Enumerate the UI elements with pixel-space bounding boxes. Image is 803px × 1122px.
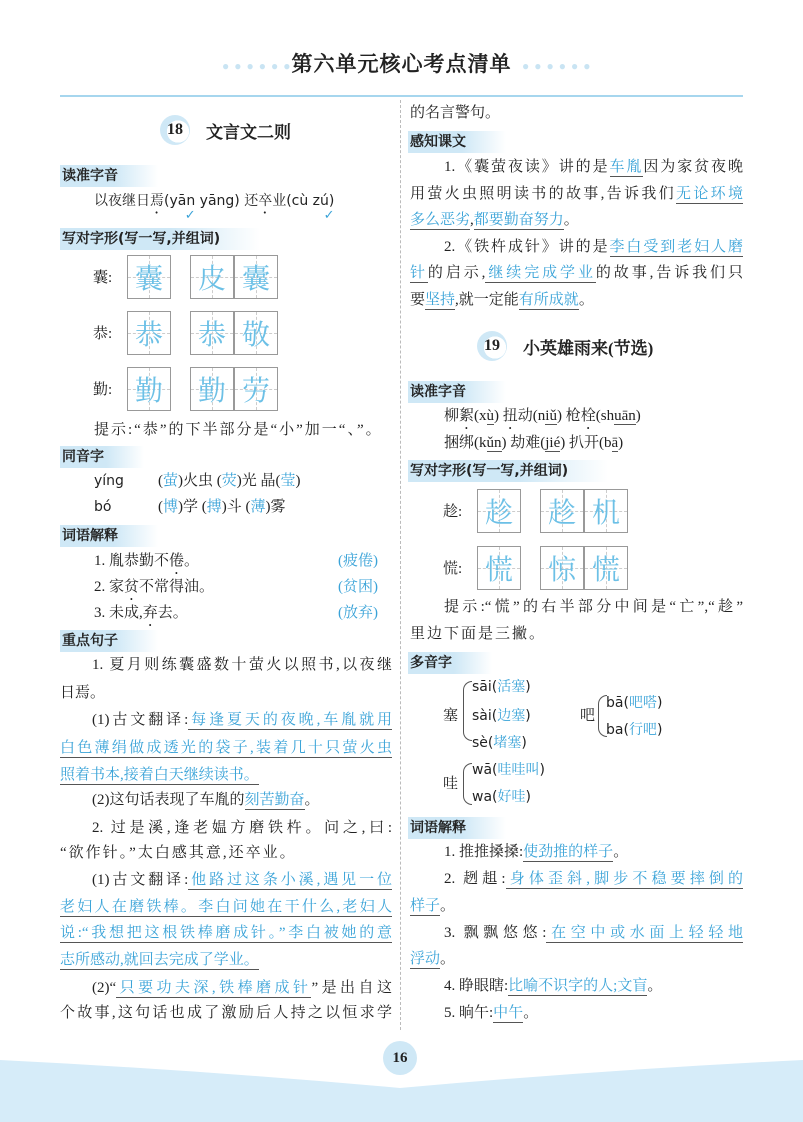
- practice-char: 囊: [134, 264, 163, 295]
- hint-text: [94, 418, 383, 442]
- text-segment: 提示:“恭”的下半部分是“小”加一“、”。: [94, 422, 383, 438]
- text-segment: 。: [440, 951, 456, 967]
- text-segment: ) 枪: [556, 408, 581, 424]
- text-segment: 焉: [150, 193, 164, 209]
- answer-text: 李白受到老妇人磨: [609, 239, 743, 255]
- header-divider: [60, 95, 743, 97]
- text-segment: 。: [523, 1005, 539, 1021]
- text-segment: (1)古文翻译:: [92, 712, 189, 728]
- page-number: 16: [383, 1041, 417, 1075]
- answer-char: 荧: [221, 473, 237, 489]
- vocab-line: [444, 974, 662, 998]
- page-header-title: 第六单元核心考点清单: [291, 52, 512, 76]
- text-segment: ): [328, 193, 335, 209]
- brace-icon: [463, 681, 472, 741]
- hint-text: [410, 622, 546, 646]
- word-char: 趁: [547, 498, 576, 529]
- key-sentence-line: [92, 976, 392, 1000]
- section-heading-vocab: 词语解释: [408, 817, 506, 839]
- text-segment: 1. 夏月则练囊盛数十萤火以照书,以夜继: [92, 657, 392, 673]
- text-segment: 。: [563, 212, 579, 228]
- practice-char: 勤: [134, 376, 163, 407]
- writing-box: [540, 546, 584, 590]
- lesson-number: 18: [160, 115, 190, 145]
- header-dots-left: ● ● ● ● ● ●: [222, 59, 292, 73]
- text-segment: (y: [164, 193, 178, 209]
- text-segment: ): [494, 408, 503, 424]
- text-segment: “欲作针。”太白感其意,还卒业。: [60, 845, 297, 861]
- understand-line: [410, 288, 594, 312]
- polyphone-reading: sè(堵塞): [472, 735, 527, 751]
- polyphone-char: 哇: [443, 776, 459, 792]
- key-sentence-line: [92, 788, 320, 812]
- text-segment: ǔn: [486, 435, 502, 451]
- text-segment: 动(n: [517, 408, 546, 424]
- pinyin: sè: [472, 735, 488, 751]
- text-segment: ): [618, 435, 624, 451]
- column-divider: [400, 100, 401, 1030]
- answer-text: 继续完成学业: [485, 265, 596, 281]
- answer-text: 白色薄绢做成透光的袋子,装着几十只萤火虫: [60, 740, 392, 756]
- text-segment: 1.《囊萤夜读》讲的是: [444, 159, 610, 175]
- key-sentence-line: [60, 763, 259, 787]
- word-char: 皮: [197, 264, 226, 295]
- pinyin-line: [94, 189, 334, 213]
- answer-text: 说:“我想把这根铁棒磨成针。”李白被她的意: [60, 925, 392, 941]
- text-segment: ”是出自这: [311, 980, 392, 996]
- writing-box: [234, 311, 278, 355]
- understand-line: [444, 235, 743, 259]
- text-segment: 的故事,告诉我们只: [595, 265, 743, 281]
- vocab-line: [444, 840, 628, 864]
- text-segment: 贫: [124, 579, 140, 595]
- writing-box: [190, 367, 234, 411]
- hint-text: [444, 595, 743, 619]
- brace-icon: [463, 763, 472, 805]
- homophone-words: [158, 469, 301, 493]
- writing-box: [540, 489, 584, 533]
- text-segment: )火虫 (: [178, 473, 222, 489]
- word-char: 勤: [197, 376, 226, 407]
- polyphone-char: 塞: [443, 708, 459, 724]
- pinyin: sài: [472, 708, 492, 724]
- homophone-words: [158, 495, 286, 519]
- text-segment: uān: [614, 408, 636, 424]
- word: 边塞: [497, 708, 526, 724]
- text-segment: (2)“: [92, 980, 117, 996]
- word-char: 劳: [241, 376, 270, 407]
- word: 活塞: [497, 679, 526, 695]
- answer-text: 在空中或水面上轻轻地: [546, 925, 743, 941]
- text-segment: 3. 未成,: [94, 605, 143, 621]
- text-segment: ù: [486, 408, 495, 424]
- writing-box: [127, 367, 171, 411]
- key-sentence-line: [60, 736, 392, 760]
- text-segment: jié: [545, 435, 561, 451]
- text-segment: (sh: [595, 408, 615, 424]
- answer-text: 每逢夏天的夜晚,车胤就用: [188, 712, 392, 728]
- text-segment: 倦: [169, 553, 185, 569]
- text-segment: ,就一定能: [455, 292, 519, 308]
- pinyin: ba: [606, 722, 624, 738]
- key-sentence-line: [60, 841, 297, 865]
- text-segment: 不常得油。: [139, 579, 215, 595]
- key-sentence-line: [60, 948, 259, 972]
- section-heading-polyphone: 多音字: [408, 652, 492, 674]
- text-segment: 捆绑(k: [444, 435, 487, 451]
- grid-label: 趁:: [443, 504, 463, 520]
- text-segment: 2. 家: [94, 579, 125, 595]
- writing-box: [477, 489, 521, 533]
- text-segment: (: [158, 499, 163, 515]
- answer-char: 博: [163, 499, 179, 515]
- vocab-line: [444, 1001, 538, 1025]
- answer-text: 针: [410, 265, 428, 281]
- writing-box: [190, 311, 234, 355]
- answer-text: 照着书本,接着白天继续读书。: [60, 767, 259, 783]
- text-segment: 。: [647, 978, 663, 994]
- key-sentence-line: [60, 681, 105, 705]
- key-sentence-line: [60, 1001, 392, 1025]
- writing-box: [584, 546, 628, 590]
- grid-label: 慌:: [443, 561, 463, 577]
- vocab-item: [94, 601, 188, 625]
- text-segment: 要: [410, 292, 426, 308]
- section-heading-understand: 感知课文: [408, 131, 506, 153]
- writing-box: [234, 367, 278, 411]
- grid-label: 囊:: [93, 270, 113, 286]
- section-heading-pronounce: 读准字音: [408, 381, 506, 403]
- text-segment: ): [295, 473, 301, 489]
- text-segment: iǔ: [545, 408, 557, 424]
- key-sentence-line: [60, 921, 392, 945]
- text-segment: 去。: [157, 605, 188, 621]
- practice-char: 慌: [484, 555, 513, 586]
- lesson-title: 小英雄雨来(节选): [523, 338, 654, 358]
- key-sentence-line: [92, 868, 392, 892]
- vocab-line: [410, 894, 455, 918]
- writing-box: [127, 311, 171, 355]
- word-char: 机: [591, 498, 620, 529]
- text-segment: 弃: [142, 605, 158, 621]
- word: 好哇: [497, 789, 526, 805]
- answer-char: 莹: [280, 473, 296, 489]
- answer-text: 志所感动,就回去完成了学业。: [60, 952, 259, 968]
- vocab-item: [94, 549, 199, 573]
- vocab-answer: (疲倦): [338, 553, 378, 569]
- answer-text: 多么恶劣: [410, 212, 471, 228]
- writing-box: [234, 255, 278, 299]
- understand-line: [410, 182, 743, 206]
- section-heading-write: 写对字形(写一写,并组词): [408, 460, 608, 482]
- key-sentence-line: [92, 708, 392, 732]
- word-char: 敬: [241, 320, 270, 351]
- text-segment: 因为家贫夜晚: [643, 159, 743, 175]
- answer-text: 无论环境: [676, 186, 743, 202]
- polyphone-reading: bā(吧嗒): [606, 695, 663, 711]
- key-sentence-line: [92, 653, 392, 677]
- grid-label: 勤:: [93, 382, 113, 398]
- lesson-18-title: [160, 115, 291, 145]
- answer-text: 坚持: [425, 292, 456, 308]
- text-segment: ān ✓: [178, 193, 195, 209]
- word-char: 惊: [547, 555, 576, 586]
- text-segment: (: [158, 473, 163, 489]
- text-segment: 。: [613, 844, 629, 860]
- answer-char: 搏: [206, 499, 222, 515]
- pinyin: wa: [472, 789, 493, 805]
- word: 吧嗒: [628, 695, 657, 711]
- answer-char: 萤: [163, 473, 179, 489]
- vocab-item: [94, 575, 214, 599]
- word: 堵塞: [493, 735, 522, 751]
- text-segment: 2. 过是溪,逢老媪方磨铁杵。问之,曰:: [92, 820, 392, 836]
- polyphone-reading: wā(哇哇叫): [472, 762, 545, 778]
- answer-text: 样子: [410, 898, 441, 914]
- key-sentence-line: [60, 895, 392, 919]
- text-segment: (2)这句话表现了车胤的: [92, 792, 245, 808]
- text-segment: )斗 (: [221, 499, 251, 515]
- answer-text: 老妇人在磨铁棒。李白问她在干什么,老妇人: [60, 899, 392, 915]
- section-heading-write: 写对字形(写一写,并组词): [60, 228, 260, 250]
- text-segment: ): [635, 408, 641, 424]
- text-segment: 2. 趔趄:: [444, 871, 506, 887]
- text-segment: 。: [440, 898, 456, 914]
- answer-text: 浮动: [410, 951, 441, 967]
- lesson-title: 文言文二则: [206, 122, 291, 142]
- text-segment: 。: [578, 292, 594, 308]
- text-segment: 5. 晌午:: [444, 1005, 494, 1021]
- text-segment: 。: [184, 553, 200, 569]
- section-heading-homophone: 同音字: [60, 446, 144, 468]
- word: 行吧: [628, 722, 657, 738]
- answer-text: 身体歪斜,脚步不稳要摔倒的: [505, 871, 743, 887]
- text-segment: yāng) 还: [195, 193, 259, 209]
- homophone-pinyin: bó: [94, 499, 112, 515]
- text-segment: 提示:“慌”的右半部分中间是“亡”,“趁”: [444, 599, 743, 615]
- text-segment: 柳: [444, 408, 460, 424]
- word-char: 慌: [591, 555, 620, 586]
- text-segment: 日焉。: [60, 685, 106, 701]
- text-segment: ) 扒开(b: [560, 435, 612, 451]
- text-segment: 1. 推推搡搡:: [444, 844, 524, 860]
- section-heading-vocab: 词语解释: [60, 525, 158, 547]
- text-segment: 卒: [258, 193, 273, 209]
- text-segment: )学 (: [178, 499, 207, 515]
- text-segment: ,: [470, 212, 474, 228]
- text-segment: 个故事,这句话也成了激励后人持之以恒求学: [60, 1005, 392, 1021]
- understand-line: [444, 155, 743, 179]
- writing-box: [477, 546, 521, 590]
- text-segment: 扭: [502, 408, 518, 424]
- section-heading-key-sentences: 重点句子: [60, 630, 158, 652]
- vocab-answer: (贫困): [338, 579, 378, 595]
- text-segment: ) 劫难(: [501, 435, 546, 451]
- polyphone-char: 吧: [580, 708, 596, 724]
- writing-box: [127, 255, 171, 299]
- answer-text: 车胤: [609, 159, 644, 175]
- practice-char: 趁: [484, 498, 513, 529]
- answer-text: 有所成就: [518, 292, 579, 308]
- vocab-line: [410, 947, 455, 971]
- practice-char: 恭: [134, 320, 163, 351]
- polyphone-reading: ba(行吧): [606, 722, 663, 738]
- answer-text: 使劲推的样子: [523, 844, 614, 860]
- text-segment: 用萤火虫照明读书的故事,告诉我们: [410, 186, 676, 202]
- writing-box: [190, 255, 234, 299]
- word: 哇哇叫: [497, 762, 540, 778]
- text-segment: 栓: [580, 408, 596, 424]
- grid-label: 恭:: [93, 326, 113, 342]
- text-segment: )雾: [265, 499, 286, 515]
- answer-char: 薄: [250, 499, 266, 515]
- answer-text: 比喻不识字的人;文盲: [508, 978, 648, 994]
- text-segment: 1. 胤恭勤不: [94, 553, 170, 569]
- vocab-answer: (放弃): [338, 605, 378, 621]
- pinyin-line: [444, 431, 623, 455]
- text-segment: 业(cù z: [272, 193, 321, 209]
- writing-box: [584, 489, 628, 533]
- answer-text: 只要功夫深,铁棒磨成针: [116, 980, 312, 996]
- pinyin: bā: [606, 695, 624, 711]
- text-segment: 里边下面是三撇。: [410, 626, 547, 642]
- text-segment: 。: [304, 792, 320, 808]
- header-dots-right: ● ● ● ● ● ●: [522, 59, 592, 73]
- text-segment: 3. 飘飘悠悠:: [444, 925, 547, 941]
- text-segment: ú ✓: [320, 193, 329, 209]
- polyphone-reading: sāi(活塞): [472, 679, 531, 695]
- pinyin-line: [444, 404, 641, 428]
- key-sentence-line: [92, 816, 392, 840]
- key-sentence-line: [410, 101, 500, 125]
- polyphone-reading: sài(边塞): [472, 708, 531, 724]
- pinyin: wā: [472, 762, 493, 778]
- understand-line: [410, 261, 743, 285]
- text-segment: )光 晶(: [236, 473, 281, 489]
- answer-text: 都要勤奋努力: [473, 212, 564, 228]
- text-segment: 以夜继日: [94, 193, 150, 209]
- answer-text: 中午: [493, 1005, 524, 1021]
- lesson-19-title: [477, 331, 653, 361]
- text-segment: (1)古文翻译:: [92, 872, 189, 888]
- text-segment: ā: [611, 435, 619, 451]
- section-heading-pronounce: 读准字音: [60, 165, 158, 187]
- vocab-line: [444, 867, 743, 891]
- lesson-number: 19: [477, 331, 507, 361]
- understand-line: [410, 208, 579, 232]
- homophone-pinyin: yíng: [94, 473, 124, 489]
- pinyin: sāi: [472, 679, 492, 695]
- text-segment: 的名言警句。: [410, 105, 501, 121]
- text-segment: 的启示,: [427, 265, 486, 281]
- text-segment: 4. 睁眼瞎:: [444, 978, 509, 994]
- answer-text: 刻苦勤奋: [244, 792, 305, 808]
- polyphone-reading: wa(好哇): [472, 789, 531, 805]
- vocab-line: [444, 921, 743, 945]
- answer-text: 他路过这条小溪,遇见一位: [188, 872, 392, 888]
- word-char: 囊: [241, 264, 270, 295]
- text-segment: (x: [474, 408, 487, 424]
- word-char: 恭: [197, 320, 226, 351]
- text-segment: 2.《铁杵成针》讲的是: [444, 239, 610, 255]
- text-segment: 絮: [459, 408, 475, 424]
